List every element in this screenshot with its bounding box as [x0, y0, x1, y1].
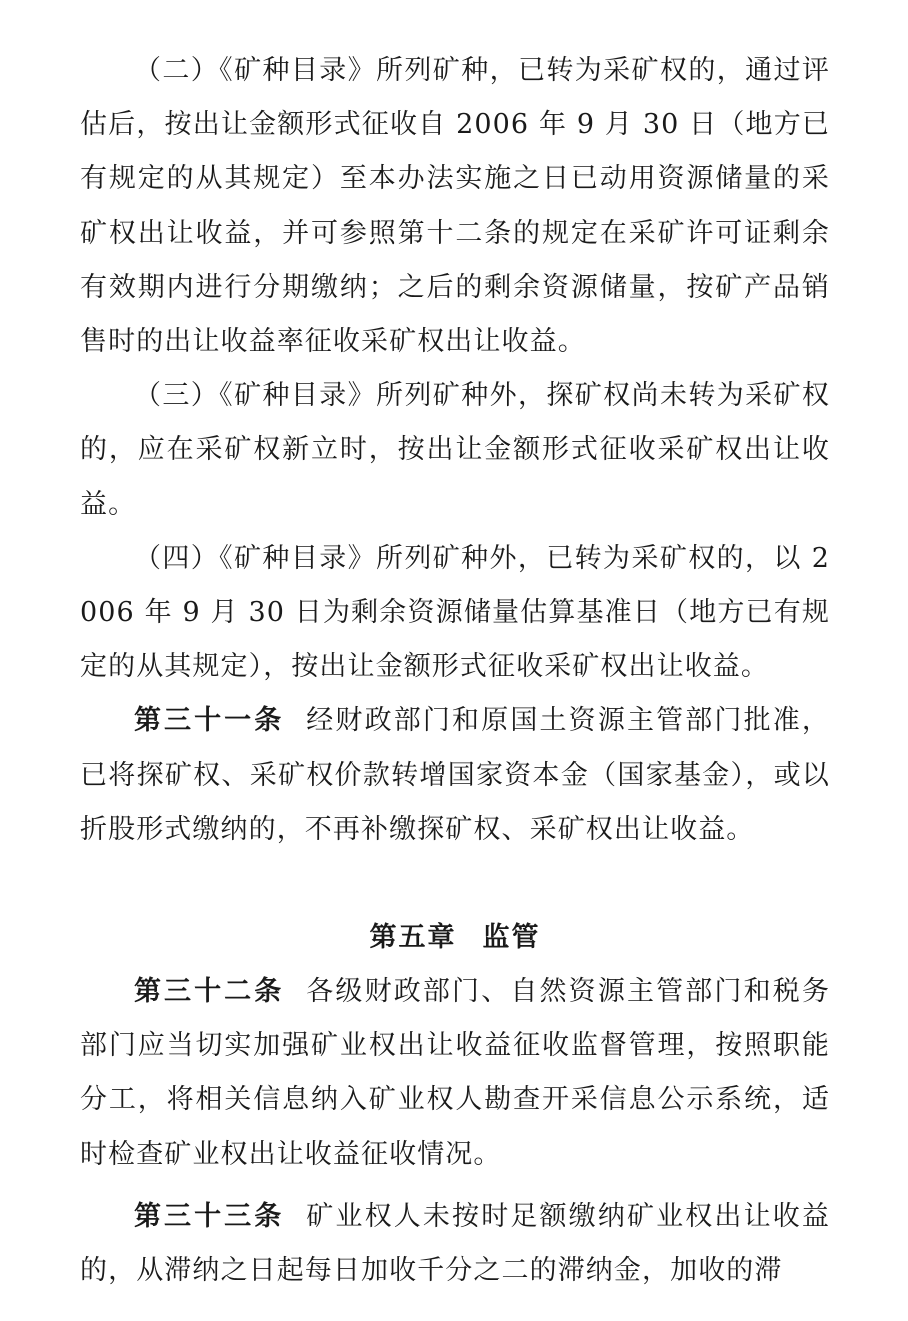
article-33-number: 第三十三条: [134, 1200, 285, 1232]
chapter-number: 第五章: [369, 922, 457, 954]
paragraph-item-4: （四）《矿种目录》所列矿种外，已转为采矿权的，以 2006 年 9 月 30 日为剩余资源储量估算基准日（地方已有规定的从其规定），按出让金额形式征收采矿权出让收益。: [80, 542, 830, 683]
paragraph-item-2: （二）《矿种目录》所列矿种，已转为采矿权的，通过评估后，按出让金额形式征收自 2006 年 9 月 30 日（地方已有规定的从其规定）至本办法实施之日已动用资源储量的采矿权出让收益，并可参照第十二条的规定在采矿许可证剩余有效期内进行分期缴纳；之后的剩余资源储量，按矿产品销售时的出让收益率征收采矿权出让收益。: [80, 55, 830, 358]
article-32-text: 各级财政部门、自然资源主管部门和税务部门应当切实加强矿业权出让收益征收监督管理，按照职能分工，将相关信息纳入矿业权人勘查开采信息公示系统，适时检查矿业权出让收益征收情况。: [80, 976, 830, 1170]
article-32-number: 第三十二条: [134, 976, 285, 1008]
chapter-heading: [80, 911, 830, 965]
paragraph-item-3: （三）《矿种目录》所列矿种外，探矿权尚未转为采矿权的，应在采矿权新立时，按出让金额形式征收采矿权出让收益。: [80, 380, 830, 520]
article-33: [80, 1190, 830, 1298]
article-31-number: 第三十一条: [134, 705, 285, 737]
chapter-name: 监管: [482, 922, 541, 954]
document-page: [80, 44, 830, 1298]
article-33-text: 矿业权人未按时足额缴纳矿业权出让收益的，从滞纳之日起每日加收千分之二的滞纳金，加收的滞: [80, 1200, 830, 1287]
article-31-text: 经财政部门和原国土资源主管部门批准，已将探矿权、采矿权价款转增国家资本金（国家基金），或以折股形式缴纳的，不再补缴探矿权、采矿权出让收益。: [80, 705, 830, 845]
article-31: [80, 694, 830, 857]
article-32: [80, 965, 830, 1182]
